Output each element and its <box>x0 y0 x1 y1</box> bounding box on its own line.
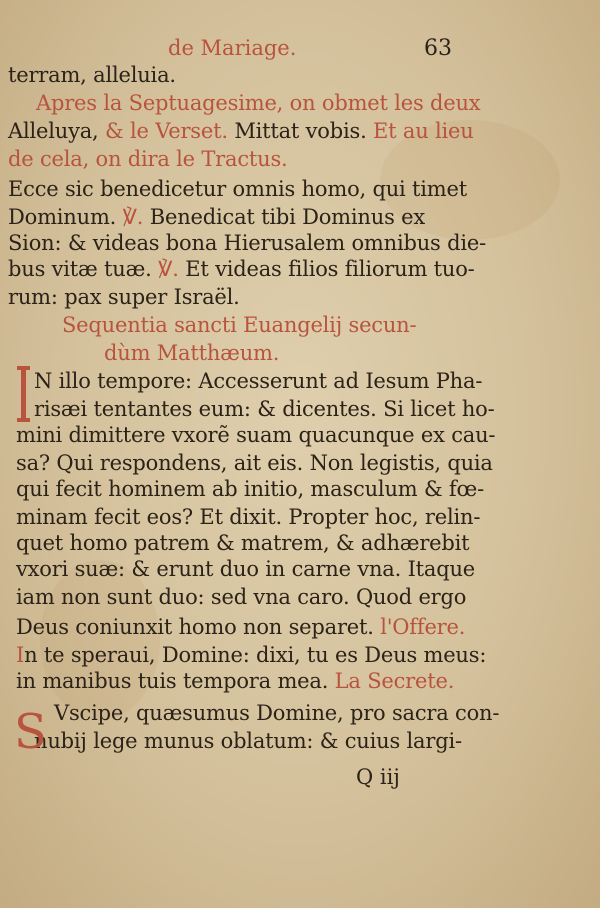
text-line: Ecce sic benedicetur omnis homo, qui timet <box>8 177 467 201</box>
text-line: qui fecit hominem ab initio, masculum & fœ- <box>16 477 484 501</box>
text-line <box>16 614 465 640</box>
text-line <box>16 642 486 668</box>
text-line: nubij lege munus oblatum: & cuius largi- <box>34 729 462 753</box>
signature-mark: Q iij <box>356 765 400 789</box>
text-segment: Dominum. <box>8 205 123 229</box>
text-segment: Benedicat tibi Dominus ex <box>149 205 425 229</box>
text-line: N illo tempore: Accesserunt ad Iesum Pha- <box>34 369 483 393</box>
text-line: quet homo patrem & matrem, & adhærebit <box>16 531 470 555</box>
text-line: Sequentia sancti Euangelij secun- <box>62 313 417 337</box>
text-line: rum: pax super Israël. <box>8 285 240 309</box>
text-line: iam non sunt duo: sed vna caro. Quod ergo <box>16 585 467 609</box>
text-line: minam fecit eos? Et dixit. Propter hoc, relin- <box>16 505 481 529</box>
rubric-segment: La Secrete. <box>334 669 455 693</box>
rubric-segment: & le Verset. <box>105 119 235 143</box>
page-number: 63 <box>424 36 452 61</box>
text-segment: Alleluya, <box>8 119 106 143</box>
text-line: sa? Qui respondens, ait eis. Non legistis, quia <box>16 451 493 475</box>
text-line: Apres la Septuagesime, on obmet les deux <box>36 91 481 115</box>
text-line: terram, alleluia. <box>8 63 176 87</box>
text-line <box>16 668 454 694</box>
text-segment: in manibus tuis tempora mea. <box>16 669 335 693</box>
drop-initial-S: S <box>14 704 47 760</box>
rubric-segment: Et au lieu <box>373 119 474 143</box>
text-line: risæi tentantes eum: & dicentes. Si licet ho- <box>34 397 495 421</box>
text-line <box>8 256 475 282</box>
rubric-segment: l'Offere. <box>380 615 466 639</box>
text-segment: bus vitæ tuæ. <box>8 257 159 281</box>
drop-initial-I <box>16 366 30 422</box>
text-segment: Et videas filios filiorum tuo- <box>185 257 475 281</box>
text-line: dùm Matthæum. <box>104 341 280 365</box>
text-line: Vscipe, quæsumus Domine, pro sacra con- <box>54 701 500 725</box>
rubric-segment: ℣. <box>158 257 186 281</box>
running-header-title: de Mariage. <box>168 36 297 60</box>
text-line: Sion: & videas bona Hierusalem omnibus die- <box>8 231 486 255</box>
text-line <box>8 118 474 144</box>
text-line: mini dimittere vxorẽ suam quacunque ex cau- <box>16 423 496 447</box>
text-line: vxori suæ: & erunt duo in carne vna. Itaque <box>16 557 476 581</box>
rubric-segment: I <box>16 643 25 667</box>
text-line <box>8 204 425 230</box>
text-segment: Deus coniunxit homo non separet. <box>16 615 381 639</box>
rubric-segment: ℣. <box>122 205 150 229</box>
text-segment: Mittat vobis. <box>234 119 374 143</box>
text-line: de cela, on dira le Tractus. <box>8 147 288 171</box>
text-segment: n te speraui, Domine: dixi, tu es Deus meus: <box>24 643 487 667</box>
